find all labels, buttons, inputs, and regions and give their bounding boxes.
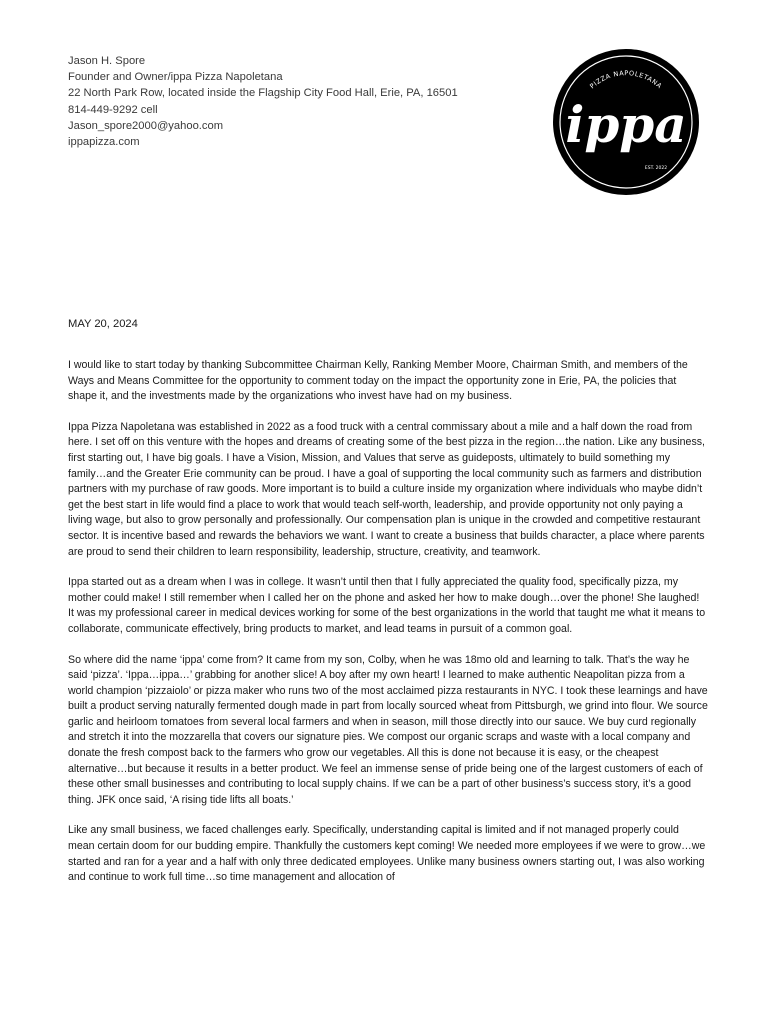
letterhead <box>68 53 458 150</box>
body-paragraph: I would like to start today by thanking Subcommittee Chairman Kelly, Ranking Member Moore, Chairman Smith, and members of the Ways and Means Committee for the opportunity to comment today on the impact the opportunity zone in Erie, PA, the policies that shape it, and the investments made by the organizations who invest have had on my business. <box>68 359 688 403</box>
body-paragraph: Ippa started out as a dream when I was in college. It wasn’t until then that I fully appreciated the quality food, specifically pizza, my mother could make! I still remember when I called her on the phone and asked her how to make dough…over the phone! She laughed! It was my professional career in medical devices working for some of the best organizations in the world that taught me what it means to collaborate, communicate effectively, bring products to market, and lead teams in pursuit of a common goal. <box>68 576 706 635</box>
body-paragraph: Ippa Pizza Napoletana was established in 2022 as a food truck with a central commissary about a mile and a half down the road from here. I set off on this venture with the hopes and dreams of creating some of the best pizza in the region…the nation. Like any business, first starting out, I have big goals. I have a Vision, Mission, and Values that serve as guideposts, ultimately to build something my family…and the Greater Erie community can be proud. I have a goal of supporting the local community such as farmers and distribution partners with my purchase of raw goods. More important is to build a culture inside my organization where individuals who maybe didn’t get the best start in life would find a place to work that would teach self-worth, leadership, and provide opportunity not only paying a living wage, but also to grow personally and professionally. Our compensation plan is unique in the crowded and competitive restaurant sector. It is incentive based and rewards the behaviors we want. I want to create a business that builds character, a place where parents are proud to send their children to learn responsibility, leadership, structure, creativity, and teamwork. <box>68 420 705 558</box>
sender-email: Jason_spore2000@yahoo.com <box>68 119 224 132</box>
letter-body <box>68 358 708 901</box>
sender-name: Jason H. Spore <box>68 55 146 67</box>
logo-est-text: EST. 2022 <box>644 166 668 171</box>
body-paragraph: So where did the name ‘ippa’ come from? It came from my son, Colby, when he was 18mo old and learning to talk. That’s the way he said ‘pizza’. ‘Ippa…ippa…’ grabbing for another slice! A boy after my own heart! I learned to make authentic Neapolitan pizza from a world champion ‘pizzaiolo’ or pizza maker who runs two of the most acclaimed pizza restaurants in NYC. I took these learnings and have built a product serving naturally fermented dough made in part from locally sourced wheat from Pittsburgh, we grind into flour. We source garlic and heirloom tomatoes from several local farmers and when in season, mill those directly into our sauce. We buy curd regionally and stretch it into the mozzarella that covers our signature pies. We compost our organic scraps and waste with a local company and donate the fresh compost back to the farmers who grow our vegetables. All this is done not because it is easy, or the cheapest alternative…but because it results in a better product. We feel an immense sense of pride being one of the largest customers of each of these other small businesses and contributing to local supply chains. If we can be a part of other business’s success story, it’s a good thing. JFK once said, ‘A rising tide lifts all boats.’ <box>68 653 708 806</box>
logo-wordmark: ippa <box>565 95 687 154</box>
ippa-logo <box>552 48 700 196</box>
sender-website: ippapizza.com <box>68 136 140 149</box>
body-paragraph: Like any small business, we faced challenges early. Specifically, understanding capital is limited and if not managed properly could mean certain doom for our budding empire. Thankfully the customers kept coming! We needed more employees if we were to grow…we started and ran for a year and a half with only three dedicated employees. Unlike many business owners starting out, I was also working and continue to work full time…so time management and allocation of <box>68 824 706 884</box>
sender-title: Founder and Owner/ippa Pizza Napoletana <box>68 71 283 84</box>
sender-phone: 814-449-9292 cell <box>68 103 158 116</box>
logo-arc-text: PIZZA NAPOLETANA <box>588 69 664 91</box>
letter-date: MAY 20, 2024 <box>68 318 138 330</box>
sender-address: 22 North Park Row, located inside the Flagship City Food Hall, Erie, PA, 16501 <box>68 87 458 100</box>
